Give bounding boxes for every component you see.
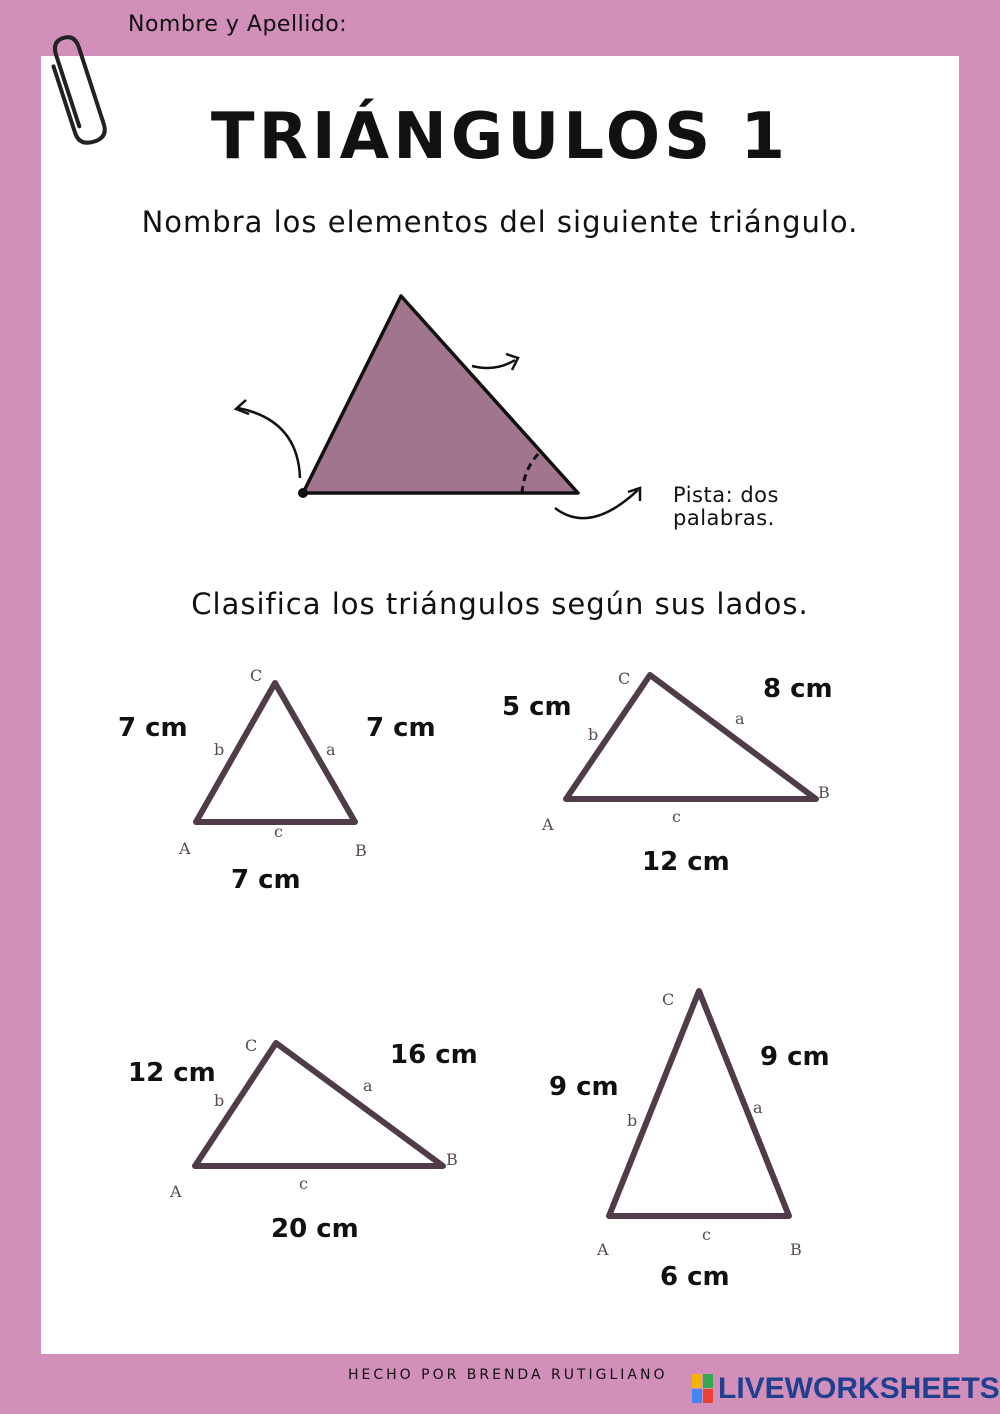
- measure-right: 7 cm: [366, 713, 436, 743]
- measure-right: 9 cm: [760, 1042, 830, 1072]
- vertex-label-c: C: [618, 669, 631, 688]
- page-title: TRIÁNGULOS 1: [210, 100, 790, 174]
- vertex-label-b: B: [818, 783, 830, 802]
- measure-bottom: 12 cm: [642, 847, 730, 877]
- measure-left: 7 cm: [118, 713, 188, 743]
- triangle-4: [549, 990, 830, 1292]
- vertex-label-c: C: [250, 666, 263, 685]
- side-label-a: a: [363, 1076, 373, 1095]
- vertex-label-c: C: [662, 990, 675, 1009]
- side-label-a: a: [753, 1098, 763, 1117]
- side-label-a: a: [326, 740, 336, 759]
- side-label-b: b: [214, 1091, 225, 1110]
- vertex-label-b: B: [446, 1150, 458, 1169]
- brand-name: LIVEWORKSHEETS: [718, 1372, 1000, 1405]
- vertex-label-c: C: [245, 1036, 258, 1055]
- measure-right: 16 cm: [390, 1040, 478, 1070]
- measure-left: 9 cm: [549, 1072, 619, 1102]
- vertex-label-a: A: [170, 1182, 182, 1201]
- hint-line-1: Pista: dos: [673, 483, 779, 507]
- vertex-label-a: A: [542, 815, 554, 834]
- name-label: Nombre y Apellido:: [128, 12, 348, 37]
- side-label-c: c: [274, 822, 283, 841]
- side-label-c: c: [702, 1225, 711, 1244]
- hint-line-2: palabras.: [673, 506, 775, 530]
- side-label-c: c: [299, 1174, 308, 1193]
- instruction-name-elements: Nombra los elementos del siguiente triángulo.: [141, 205, 859, 239]
- triangle-2: [502, 669, 833, 877]
- vertex-label-b: B: [355, 841, 367, 860]
- measure-bottom: 20 cm: [271, 1214, 359, 1244]
- vertex-label-a: A: [179, 839, 191, 858]
- measure-right: 8 cm: [763, 674, 833, 704]
- vertex-label-a: A: [597, 1240, 609, 1259]
- triangle-1: [118, 666, 436, 895]
- side-label-b: b: [214, 740, 225, 759]
- triangle-3: [128, 1036, 478, 1244]
- side-label-b: b: [627, 1111, 638, 1130]
- liveworksheets-logo[interactable]: [692, 1372, 1000, 1406]
- instruction-classify: Clasifica los triángulos según sus lados.: [191, 587, 809, 621]
- liveworksheets-badge-icon: [692, 1374, 714, 1404]
- side-label-b: b: [588, 725, 599, 744]
- measure-left: 12 cm: [128, 1058, 216, 1088]
- measure-bottom: 6 cm: [660, 1262, 730, 1292]
- author-credit: HECHO POR BRENDA RUTIGLIANO: [348, 1367, 668, 1383]
- side-label-c: c: [672, 807, 681, 826]
- side-label-a: a: [735, 709, 745, 728]
- measure-bottom: 7 cm: [231, 865, 301, 895]
- vertex-label-b: B: [790, 1240, 802, 1259]
- measure-left: 5 cm: [502, 692, 572, 722]
